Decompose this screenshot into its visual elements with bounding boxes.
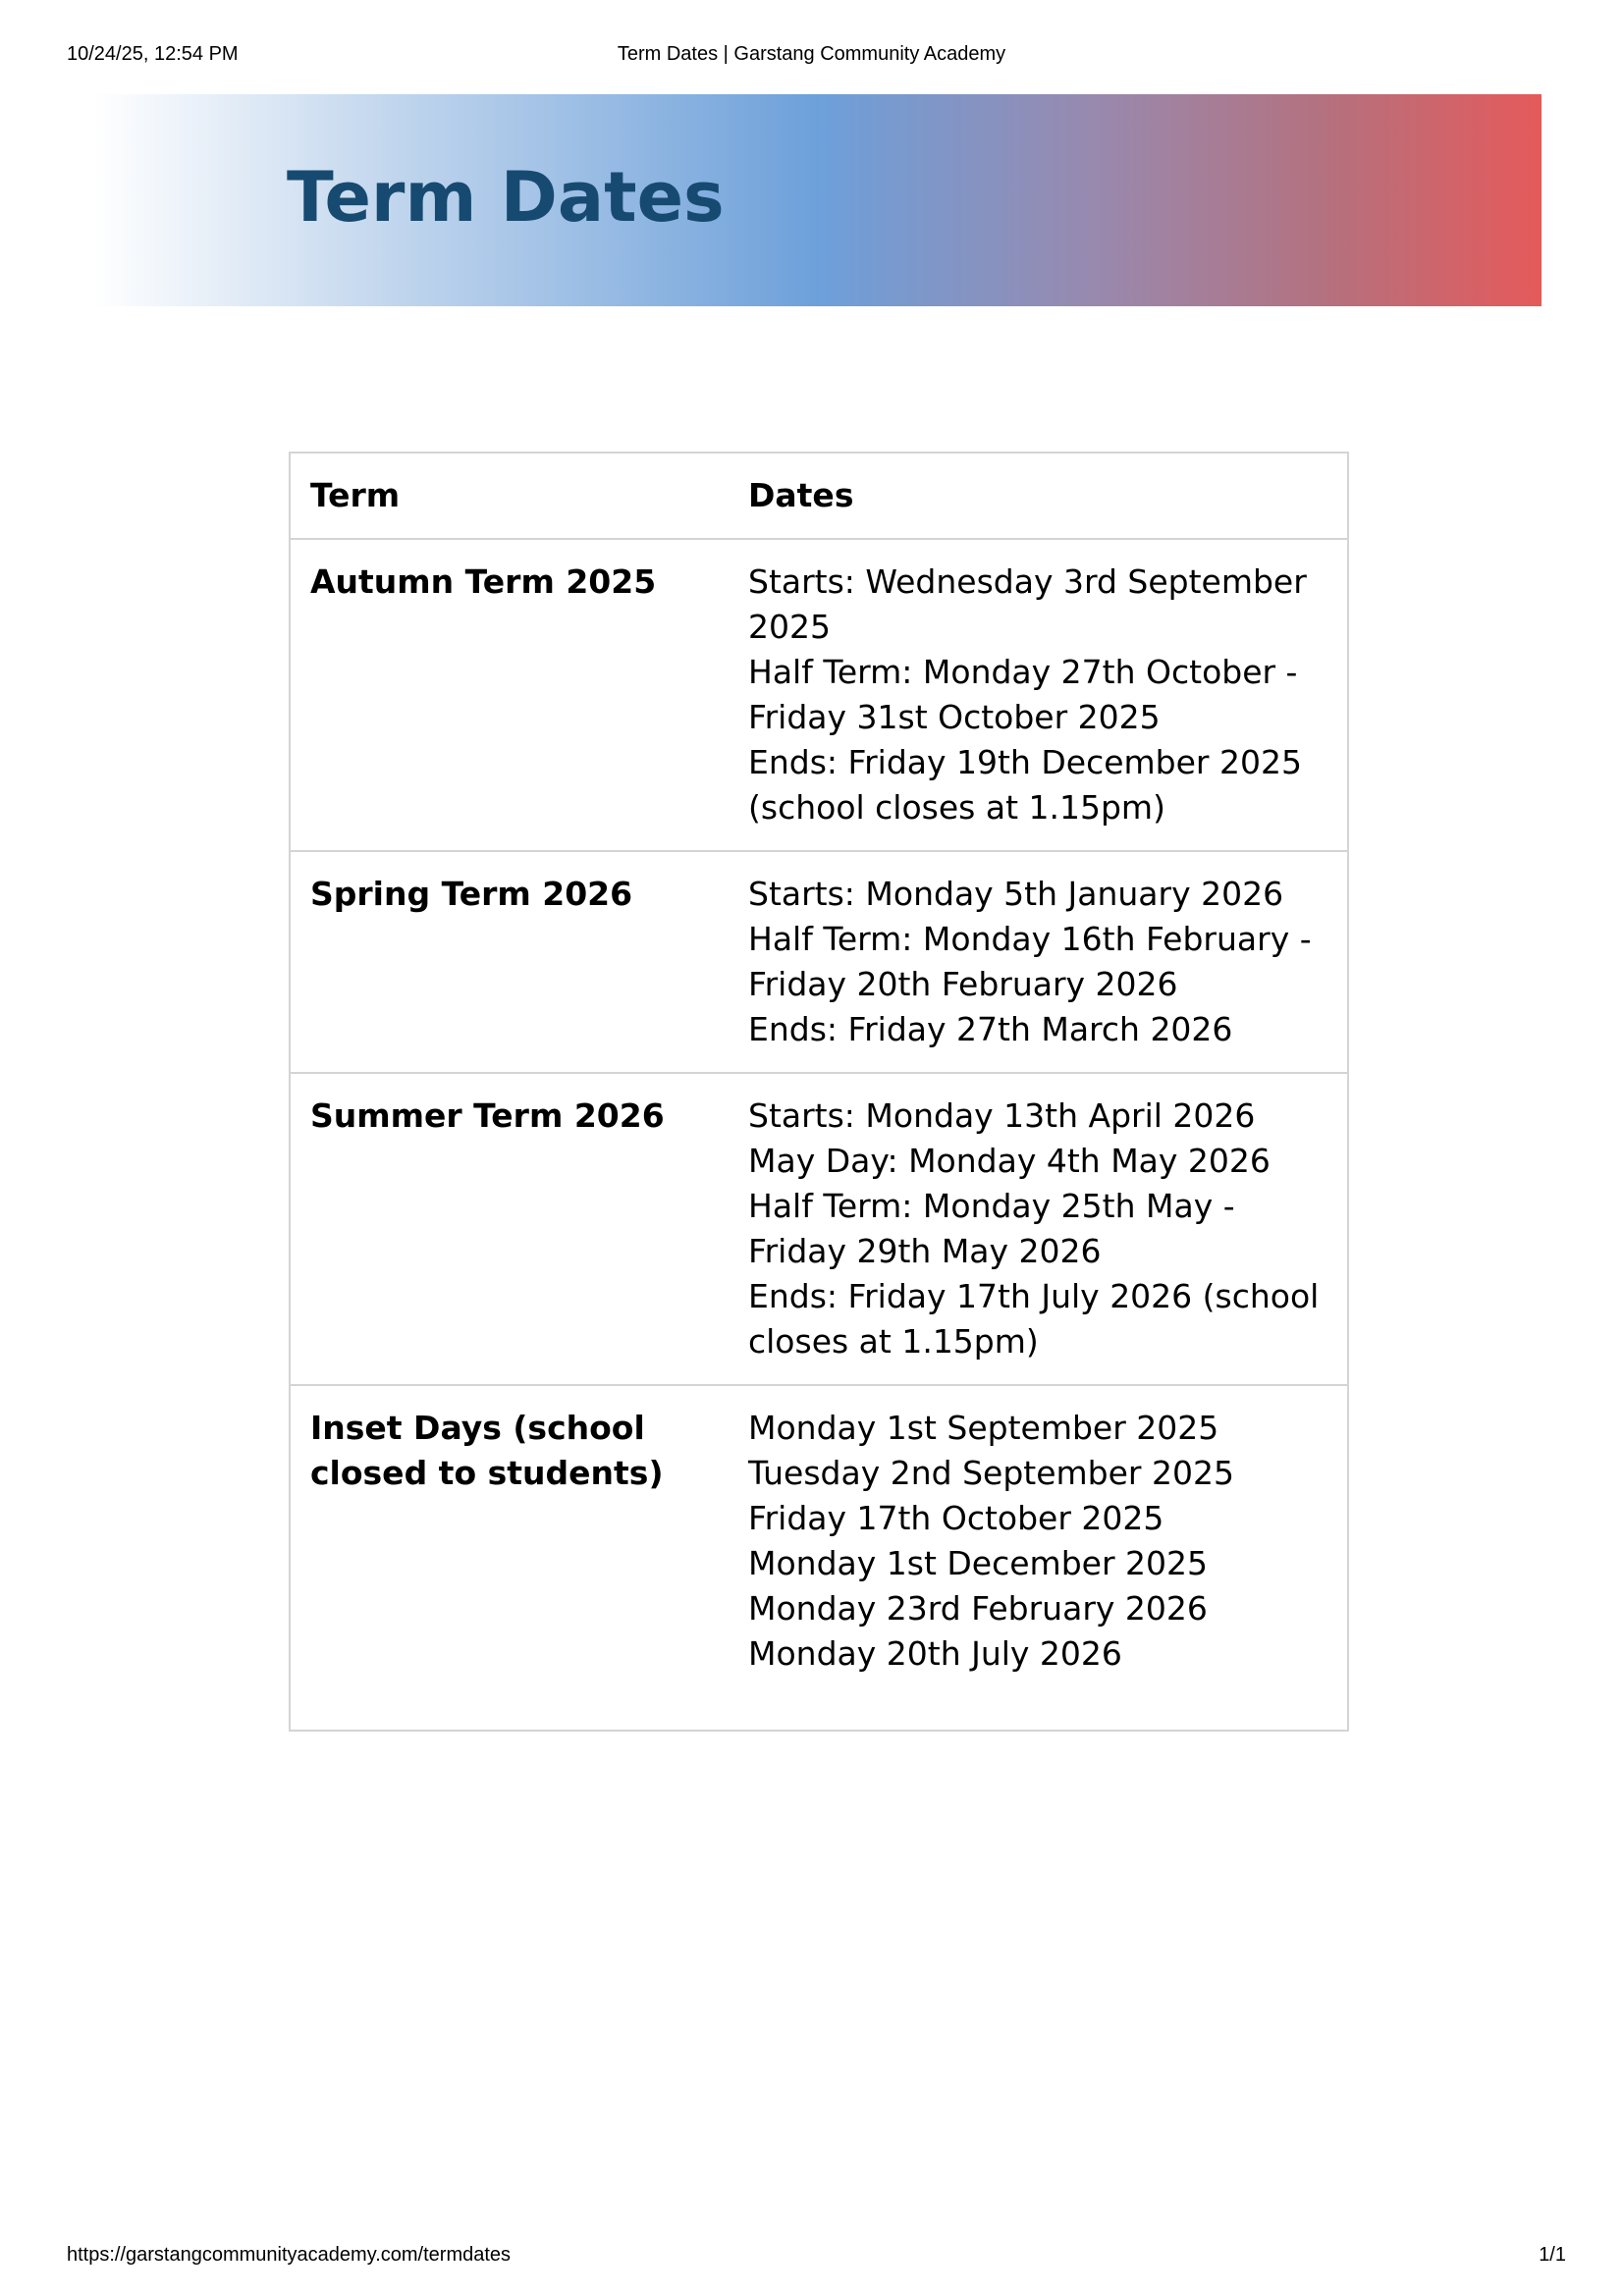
term-name: Autumn Term 2025 xyxy=(290,539,729,851)
table-row xyxy=(290,539,1348,851)
print-page-count: 1/1 xyxy=(1539,2244,1566,2266)
term-dates xyxy=(729,539,1348,851)
table-header-row xyxy=(290,453,1348,539)
term-dates xyxy=(729,1385,1348,1731)
print-datetime: 10/24/25, 12:54 PM xyxy=(67,43,239,65)
date-line: Monday 23rd February 2026 xyxy=(748,1589,1208,1628)
table-row xyxy=(290,1385,1348,1731)
print-header xyxy=(0,43,1623,67)
date-line: Half Term: Monday 16th February - Friday 20th February 2026 xyxy=(748,920,1312,1003)
term-dates xyxy=(729,1073,1348,1385)
term-name: Inset Days (school closed to students) xyxy=(290,1385,729,1731)
term-name: Summer Term 2026 xyxy=(290,1073,729,1385)
date-line: Friday 17th October 2025 xyxy=(748,1499,1164,1537)
column-header-dates: Dates xyxy=(729,453,1348,539)
page-title: Term Dates xyxy=(287,157,725,238)
date-line: Ends: Friday 19th December 2025 (school closes at 1.15pm) xyxy=(748,743,1302,827)
column-header-term: Term xyxy=(290,453,729,539)
print-footer xyxy=(0,2244,1623,2268)
date-line: Monday 1st September 2025 xyxy=(748,1409,1219,1447)
print-url: https://garstangcommunityacademy.com/termdates xyxy=(67,2244,512,2266)
date-line: Ends: Friday 17th July 2026 (school closes at 1.15pm) xyxy=(748,1277,1320,1361)
page-banner xyxy=(94,94,1542,306)
date-line: Tuesday 2nd September 2025 xyxy=(748,1454,1234,1492)
term-name: Spring Term 2026 xyxy=(290,851,729,1073)
date-line: May Day: Monday 4th May 2026 xyxy=(748,1142,1271,1180)
date-line: Half Term: Monday 27th October - Friday 31st October 2025 xyxy=(748,653,1298,736)
date-line: Starts: Monday 5th January 2026 xyxy=(748,875,1284,913)
date-line: Half Term: Monday 25th May - Friday 29th May 2026 xyxy=(748,1187,1235,1270)
date-line: Monday 20th July 2026 xyxy=(748,1634,1122,1673)
table-row xyxy=(290,851,1348,1073)
table-row xyxy=(290,1073,1348,1385)
term-dates-table xyxy=(289,452,1349,1732)
date-line: Starts: Monday 13th April 2026 xyxy=(748,1096,1256,1135)
date-line: Ends: Friday 27th March 2026 xyxy=(748,1010,1233,1048)
date-line: Starts: Wednesday 3rd September 2025 xyxy=(748,562,1307,646)
print-page-title: Term Dates | Garstang Community Academy xyxy=(617,43,1006,65)
date-line: Monday 1st December 2025 xyxy=(748,1544,1208,1582)
term-dates xyxy=(729,851,1348,1073)
